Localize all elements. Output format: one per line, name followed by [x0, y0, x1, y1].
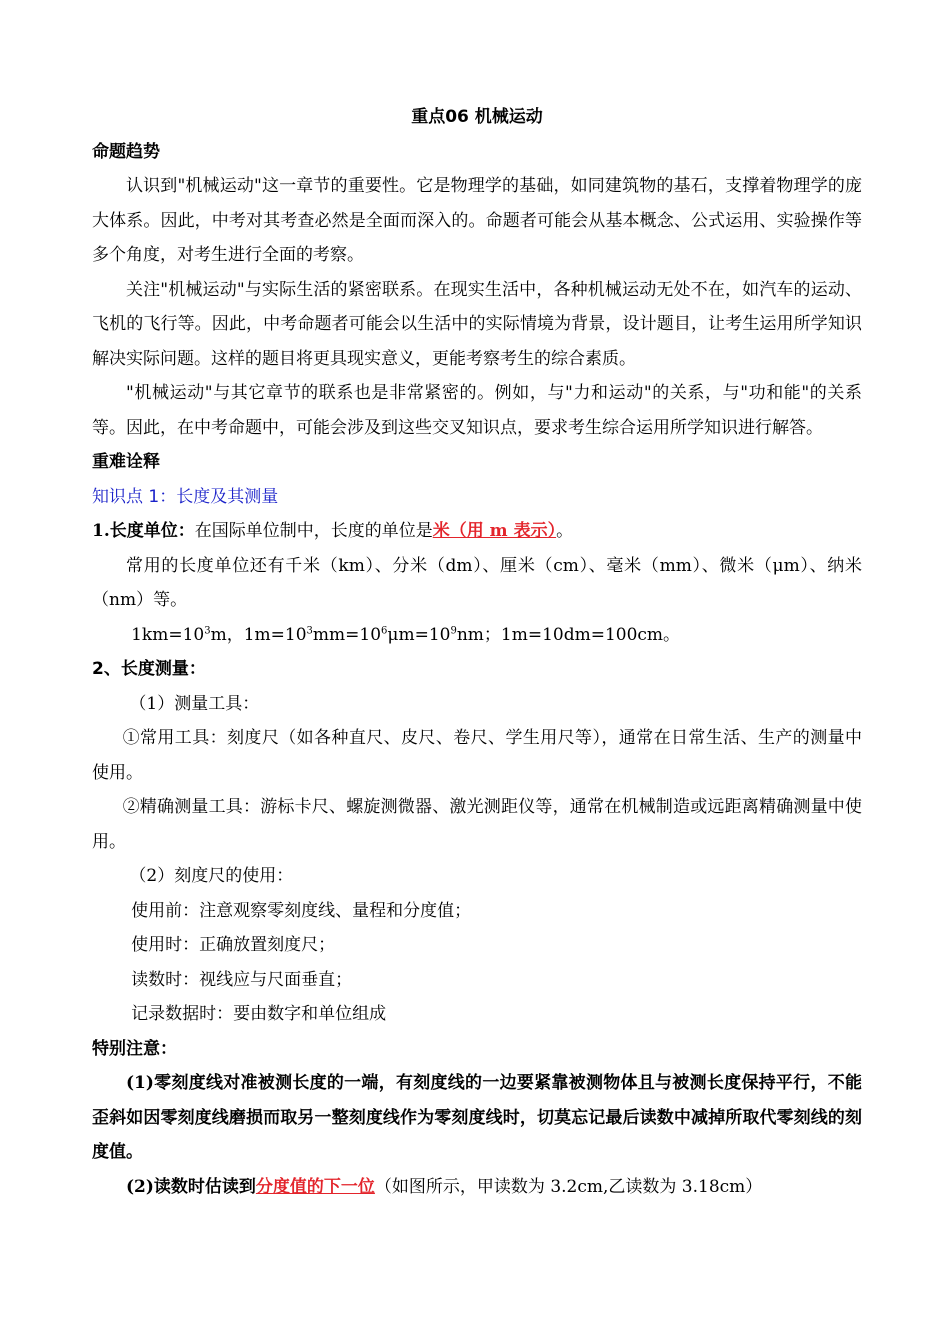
conv-part-c: mm=10 — [312, 624, 382, 645]
notice-item-1: (1)零刻度线对准被测长度的一端，有刻度线的一边要紧靠被测物体且与被测长度保持平行，不能歪斜如因零刻度线磨损而取另一整刻度线作为零刻度线时，切莫忘记最后读数中减掉所取代零刻线的刻度值。 — [92, 1073, 862, 1162]
trend-paragraph-1: 认识到"机械运动"这一章节的重要性。它是物理学的基础，如同建筑物的基石，支撑着物理学的庞大体系。因此，中考对其考查必然是全面而深入的。命题者可能会从基本概念、公式运用、实验操作等多个角度，对考生进行全面的考察。 — [92, 176, 862, 265]
length-unit-end: 。 — [556, 521, 574, 541]
ruler-step-3: 读数时：视线应与尺面垂直； — [131, 969, 353, 990]
conv-part-d: μm=10 — [387, 624, 451, 645]
conv-part-e: nm；1m=10dm=100cm。 — [456, 624, 681, 645]
conv-part-b: m，1m=10 — [210, 624, 307, 645]
length-unit-text: 在国际单位制中，长度的单位是 — [194, 521, 433, 541]
trend-paragraph-3: "机械运动"与其它章节的联系也是非常紧密的。例如，与"力和运动"的关系，与"功和能"的关系等。因此，在中考命题中，可能会涉及到这些交叉知识点，要求考生综合运用所学知识进行解答。 — [92, 383, 862, 438]
tools-label: （1）测量工具： — [129, 693, 260, 714]
conv-part-a: 1km=10 — [131, 624, 205, 645]
tool-item-1: ①常用工具：刻度尺（如各种直尺、皮尺、卷尺、学生用尺等），通常在日常生活、生产的测量中使用。 — [92, 728, 862, 783]
notice-2-highlight: 分度值的下一位 — [255, 1176, 375, 1197]
trend-paragraph-2: 关注"机械运动"与实际生活的紧密联系。在现实生活中，各种机械运动无处不在，如汽车的运动、飞机的飞行等。因此，中考命题者可能会以生活中的实际情境为背景，设计题目，让考生运用所学知识解决实际问题。这样的题目将更具现实意义，更能考察考生的综合素质。 — [92, 279, 862, 369]
conv-exp-a: 3 — [204, 624, 211, 636]
page-title: 重点06 机械运动 — [411, 107, 543, 127]
unit-conversion-line — [92, 618, 862, 653]
section-heading-difficulty: 重难诠释 — [92, 452, 160, 472]
conv-exp-b: 3 — [306, 624, 313, 636]
ruler-step-2: 使用时：正确放置刻度尺； — [131, 935, 336, 955]
measure-heading: 2、长度测量： — [92, 659, 206, 679]
section-heading-trend: 命题趋势 — [92, 141, 160, 162]
conv-exp-d: 9 — [450, 624, 457, 636]
notice-item-2 — [92, 1170, 862, 1205]
length-unit-line — [92, 514, 862, 549]
length-unit-label: 1.长度单位： — [92, 521, 195, 541]
document-page — [92, 100, 862, 1204]
tool-item-2: ②精确测量工具：游标卡尺、螺旋测微器、激光测距仪等，通常在机械制造或远距离精确测量中使用。 — [92, 797, 862, 852]
notice-2-lead: (2)读数时估读到 — [126, 1176, 256, 1197]
length-unit-highlight: 米（用 m 表示） — [432, 521, 557, 541]
notice-2-tail: （如图所示，甲读数为 3.2cm,乙读数为 3.18cm） — [374, 1176, 763, 1197]
conv-exp-c: 6 — [381, 624, 388, 636]
ruler-step-4: 记录数据时：要由数字和单位组成 — [131, 1004, 387, 1024]
notice-heading: 特别注意： — [92, 1038, 177, 1059]
common-units-paragraph: 常用的长度单位还有千米（km）、分米（dm）、厘米（cm）、毫米（mm）、微米（μm）、纳米（nm）等。 — [92, 555, 862, 610]
ruler-step-1: 使用前：注意观察零刻度线、量程和分度值； — [131, 900, 472, 921]
knowledge-point-title: 知识点 1：长度及其测量 — [92, 486, 279, 507]
ruler-usage-label: （2）刻度尺的使用： — [129, 866, 294, 886]
